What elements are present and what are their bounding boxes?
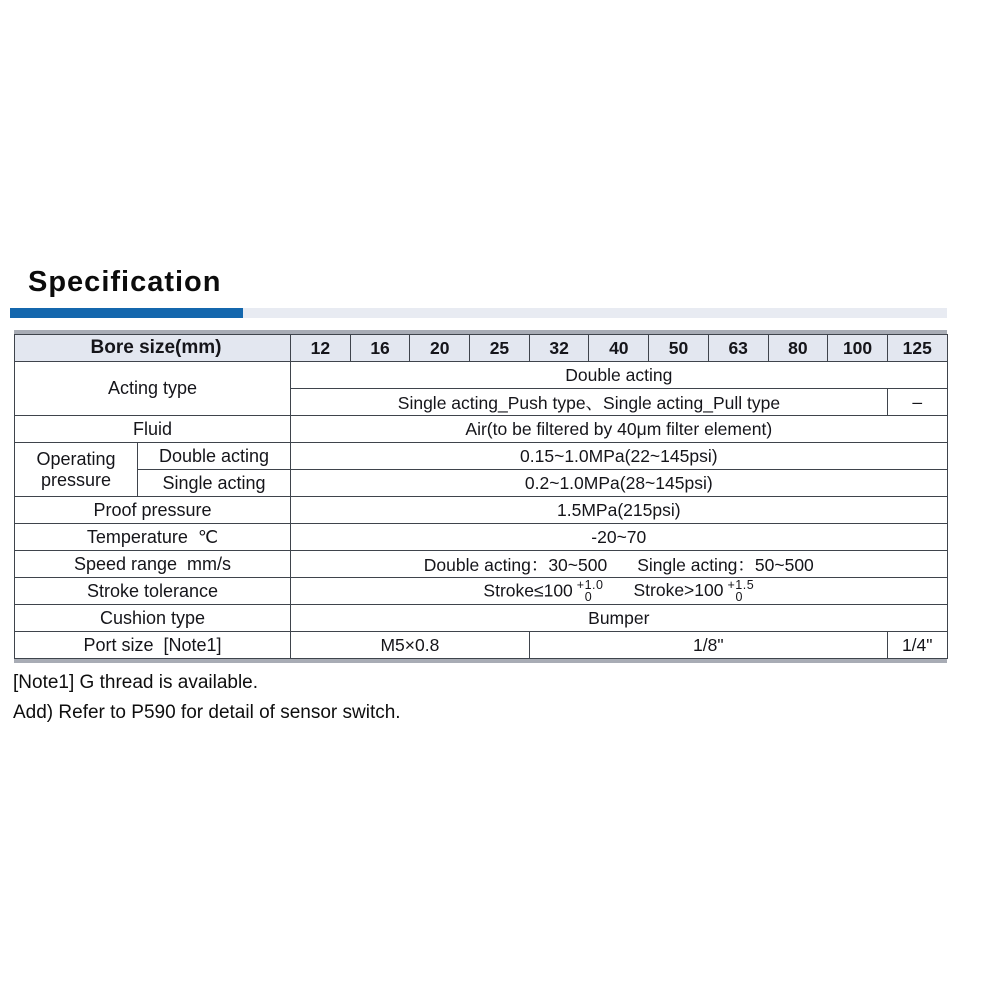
bore-col-25: 25	[470, 335, 530, 362]
bore-col-12: 12	[291, 335, 351, 362]
speed-range-single: Single acting：50~500	[637, 554, 814, 575]
footnote-1: [Note1] G thread is available.	[13, 672, 259, 693]
speed-range-row	[15, 551, 948, 578]
acting-type-single-value: Single acting_Push type、Single acting_Pull type	[291, 389, 888, 416]
bore-size-header-label: Bore size(mm)	[15, 335, 291, 362]
bore-col-50: 50	[649, 335, 709, 362]
stroke-le-tolerance	[577, 579, 604, 604]
acting-type-double-row	[15, 362, 948, 389]
speed-range-double: Double acting：30~500	[423, 554, 608, 575]
stroke-gt-sup: +1.5	[727, 577, 755, 592]
bore-col-16: 16	[350, 335, 410, 362]
stroke-tolerance-value	[291, 578, 948, 605]
specification-table-wrap	[14, 330, 947, 663]
bore-size-header-row	[15, 335, 948, 362]
bore-col-63: 63	[708, 335, 768, 362]
cushion-type-label: Cushion type	[15, 605, 291, 632]
acting-type-single-125-dash: –	[887, 389, 947, 416]
acting-type-label: Acting type	[15, 362, 291, 416]
fluid-label: Fluid	[15, 416, 291, 443]
proof-pressure-label: Proof pressure	[15, 497, 291, 524]
operating-pressure-single-label: Single acting	[138, 470, 291, 497]
title-underline-bar	[10, 308, 947, 318]
port-size-small-bores: M5×0.8	[291, 632, 530, 659]
bore-col-125: 125	[887, 335, 947, 362]
operating-pressure-single-value: 0.2~1.0MPa(28~145psi)	[291, 470, 948, 497]
stroke-gt-sub: 0	[735, 590, 743, 604]
operating-pressure-label: Operating pressure	[15, 443, 138, 497]
proof-pressure-row	[15, 497, 948, 524]
temperature-value: -20~70	[291, 524, 948, 551]
stroke-gt-text: Stroke>100	[633, 580, 724, 600]
stroke-tolerance-label: Stroke tolerance	[15, 578, 291, 605]
temperature-label: Temperature ℃	[15, 524, 291, 551]
operating-pressure-single-row	[15, 470, 948, 497]
cushion-type-value: Bumper	[291, 605, 948, 632]
port-size-label: Port size [Note1]	[15, 632, 291, 659]
proof-pressure-value: 1.5MPa(215psi)	[291, 497, 948, 524]
bore-col-40: 40	[589, 335, 649, 362]
speed-range-value	[291, 551, 948, 578]
page-title: Specification	[28, 266, 222, 298]
port-size-mid-bores: 1/8"	[529, 632, 887, 659]
title-underline-accent	[10, 308, 243, 318]
fluid-row	[15, 416, 948, 443]
stroke-tolerance-row	[15, 578, 948, 605]
operating-pressure-double-row	[15, 443, 948, 470]
operating-pressure-double-label: Double acting	[138, 443, 291, 470]
fluid-value: Air(to be filtered by 40μm filter element)	[291, 416, 948, 443]
stroke-gt-tolerance	[727, 579, 754, 604]
bore-col-20: 20	[410, 335, 470, 362]
bore-col-80: 80	[768, 335, 828, 362]
stroke-le-sub: 0	[584, 590, 593, 604]
specification-table	[14, 334, 948, 659]
stroke-le-text: Stroke≤100	[483, 580, 573, 600]
footnote-2: Add) Refer to P590 for detail of sensor switch.	[13, 702, 401, 723]
cushion-type-row	[15, 605, 948, 632]
port-size-large-bore: 1/4"	[887, 632, 947, 659]
acting-type-double-value: Double acting	[291, 362, 948, 389]
operating-pressure-double-value: 0.15~1.0MPa(22~145psi)	[291, 443, 948, 470]
speed-range-label: Speed range mm/s	[15, 551, 291, 578]
port-size-row	[15, 632, 948, 659]
stroke-le-sup: +1.0	[576, 577, 604, 592]
footnotes	[13, 670, 401, 730]
bore-col-100: 100	[828, 335, 888, 362]
temperature-row	[15, 524, 948, 551]
bore-col-32: 32	[529, 335, 589, 362]
